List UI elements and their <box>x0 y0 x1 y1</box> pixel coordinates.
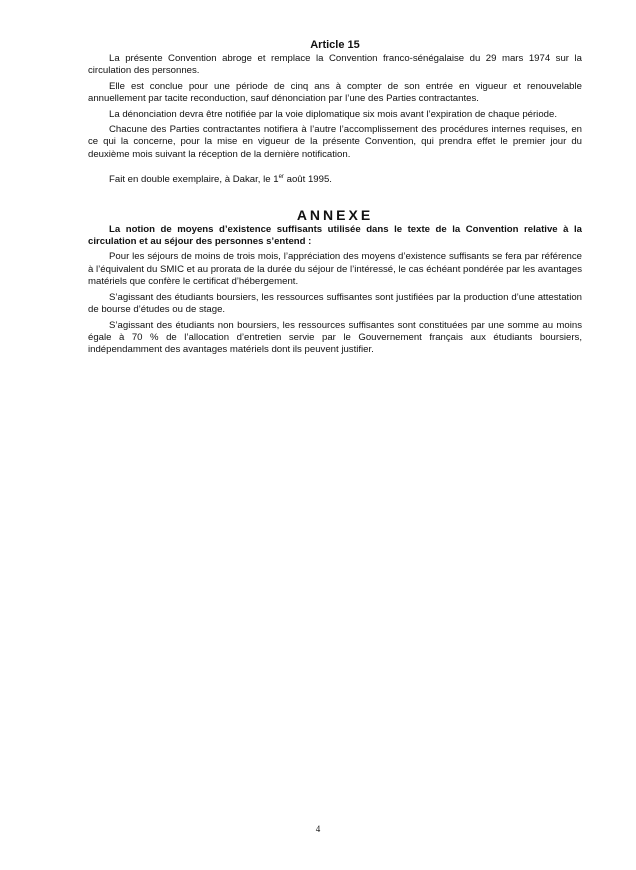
signature-superscript: er <box>278 174 284 181</box>
article-paragraph-3: La dénonciation devra être notifiée par la voie diplomatique six mois avant l’expiration de chaque période. <box>109 108 557 120</box>
article-paragraph-2: Elle est conclue pour une période de cinq ans à compter de son entrée en vigueur et renouvelable annuellement par tacite reconduction, sauf dénonciation par l’une des Parties contractantes. <box>88 80 582 105</box>
annex-paragraph-2: S’agissant des étudiants boursiers, les ressources suffisantes sont justifiées par la production d’une attestation de bourse d’études ou de stage. <box>88 291 582 316</box>
annex-paragraph-1: Pour les séjours de moins de trois mois, l’appréciation des moyens d’existence suffisants se fera par référence à l’équivalent du SMIC et au prorata de la durée du séjour de l’intéressé, le cas échéant pondérée par les avantages matériels que confère le certificat d’hébergement. <box>88 251 582 288</box>
article-title: Article 15 <box>310 39 360 51</box>
article-paragraph-1: La présente Convention abroge et remplace la Convention franco-sénégalaise du 29 mars 1974 sur la circulation des personnes. <box>88 53 582 77</box>
article-paragraph-4: Chacune des Parties contractantes notifiera à l’autre l’accomplissement des procédures internes requises, en ce qui la concerne, pour la mise en vigueur de la présente Convention, qui prendra effet le premier jour du deuxième mois suivant la réception de la dernière notification. <box>88 124 582 160</box>
annex-title: ANNEXE <box>296 206 374 223</box>
signature-text-after: août 1995. <box>283 174 332 186</box>
page-number: 4 <box>315 824 321 834</box>
document-page <box>88 38 582 360</box>
annex-paragraph-3: S’agissant des étudiants non boursiers, les ressources suffisantes sont constituées par une somme au moins égale à 70 % de l’allocation d’entretien servie par le Gouvernement français aux étudiants boursiers, indépendamment des avantages matériels dont ils peuvent justifier. <box>88 319 582 356</box>
annex-intro: La notion de moyens d’existence suffisants utilisée dans le texte de la Convention relative à la circulation et au séjour des personnes s’entend : <box>88 223 582 248</box>
signature-text-before: Fait en double exemplaire, à Dakar, le 1 <box>109 174 279 186</box>
signature-line <box>88 174 582 186</box>
spacer <box>88 164 582 174</box>
